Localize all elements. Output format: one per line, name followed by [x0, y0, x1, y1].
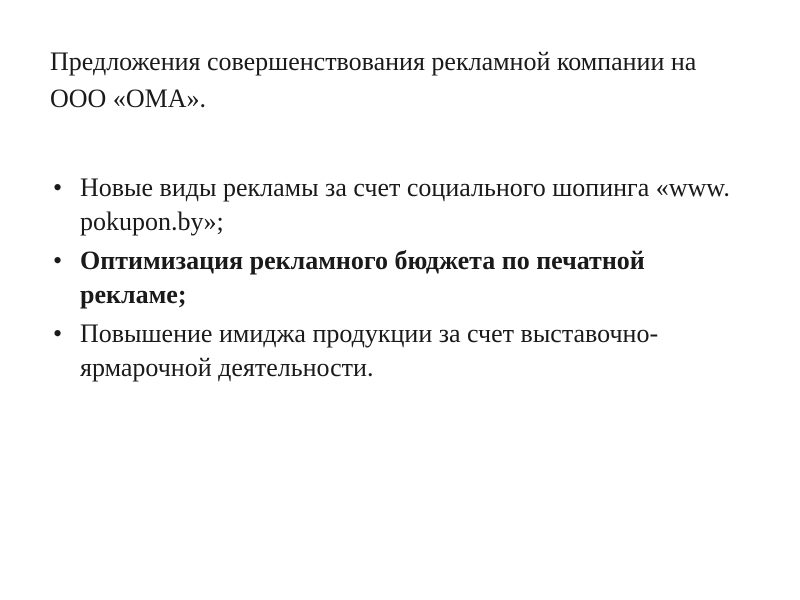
bullet-item-2 [50, 244, 750, 312]
bullet-icon: • [53, 246, 63, 275]
bullet-item-3 [50, 317, 750, 385]
bullet-list [50, 171, 750, 390]
bullet-text: Повышение имиджа продукции за счет выставочно-ярмарочной деятельности. [80, 319, 659, 382]
bullet-text: Новые виды рекламы за счет социального шопинга «www. pokupon.by»; [80, 173, 730, 236]
bullet-icon: • [53, 173, 63, 202]
bullet-item-1 [50, 171, 750, 239]
slide-title: Предложения совершенствования рекламной компании на ООО «ОМА». [50, 47, 697, 113]
bullet-text: Оптимизация рекламного бюджета по печатной рекламе; [80, 246, 645, 309]
bullet-icon: • [53, 319, 63, 348]
